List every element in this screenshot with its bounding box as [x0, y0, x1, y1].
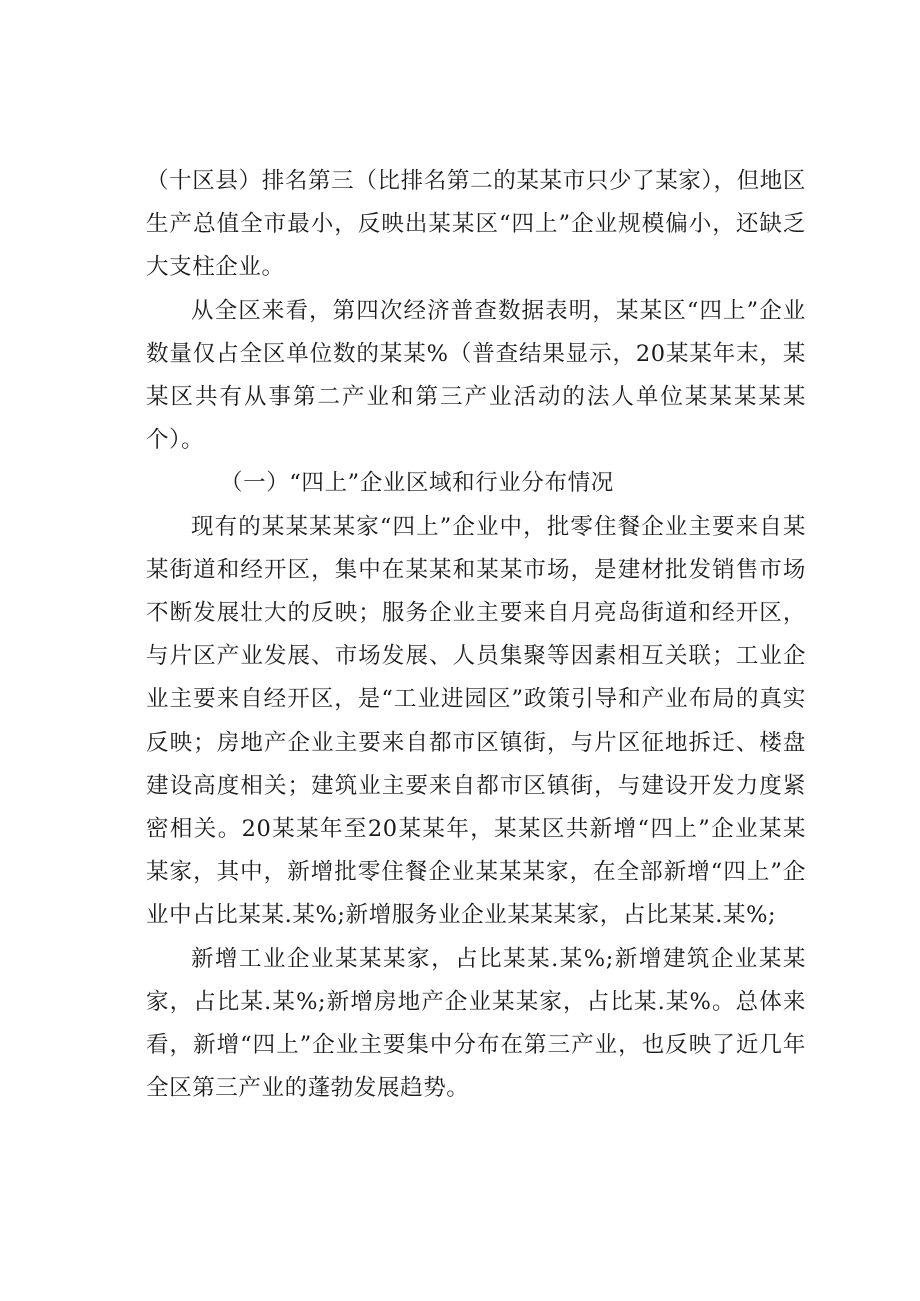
paragraph-distribution: 现有的某某某某家“四上”企业中，批零住餐企业主要来自某某街道和经开区，集中在某某和某某市场，是建材批发销售市场不断发展壮大的反映；服务企业主要来自月亮岛街道和经开区，与片区产业发展、市场发展、人员集聚等因素相互关联；工业企业主要来自经开区，是“工业进园区”政策引导和产业布局的真实反映；房地产企业主要来自都市区镇街，与片区征地拆迁、楼盘建设高度相关；建筑业主要来自都市区镇街，与建设开发力度紧密相关。20某某年至20某某年，某某区共新增“四上”企业某某某家，其中，新增批零住餐企业某某某家，在全部新增“四上”企业中占比某某.某%;新增服务业企业某某某家，占比某某.某%;: [146, 513, 806, 929]
paragraph-new-enterprises: 新增工业企业某某某家，占比某某.某%;新增建筑企业某某家，占比某.某%;新增房地产企业某某家，占比某.某%。总体来看，新增“四上”企业主要集中分布在第三产业，也反映了近几年全区第三产业的蓬勃发展趋势。: [146, 945, 806, 1102]
body-text: [146, 160, 806, 1110]
paragraph-overview: 从全区来看，第四次经济普查数据表明，某某区“四上”企业数量仅占全区单位数的某某%（普查结果显示，20某某年末，某某区共有从事第二产业和第三产业活动的法人单位某某某某某个）。: [146, 297, 806, 454]
paragraph-continuation: （十区县）排名第三（比排名第二的某某市只少了某家），但地区生产总值全市最小，反映出某某区“四上”企业规模偏小，还缺乏大支柱企业。: [146, 168, 806, 281]
section-heading: （一）“四上”企业区域和行业分布情况: [220, 470, 614, 497]
